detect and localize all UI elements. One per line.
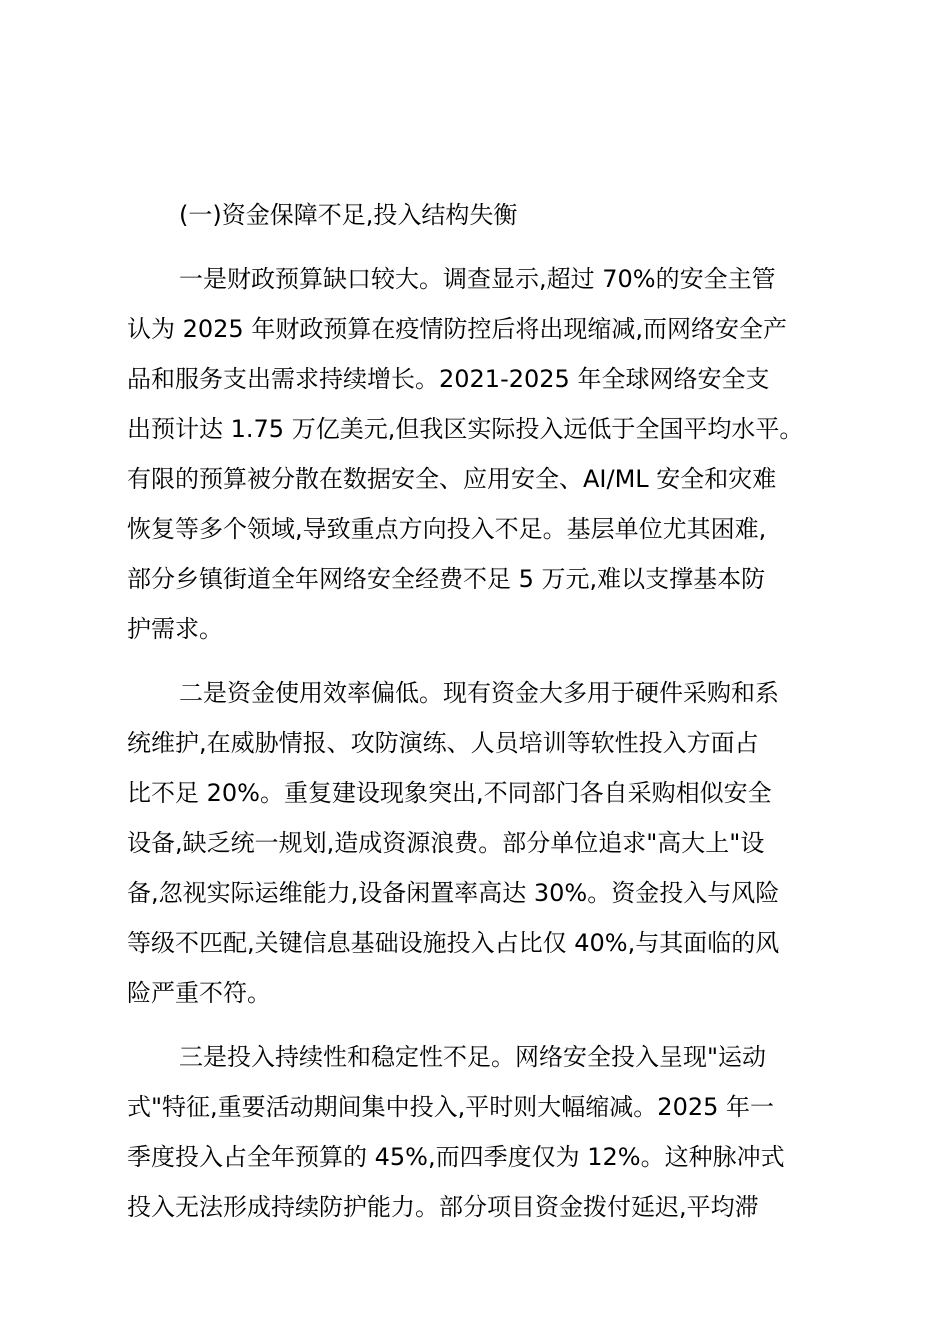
document-body [127, 190, 837, 1232]
paragraph-line: 二是资金使用效率偏低。现有资金大多用于硬件采购和系 [179, 679, 779, 707]
paragraph-line: 部分乡镇街道全年网络安全经费不足 5 万元,难以支撑基本防 [127, 565, 766, 593]
paragraph-line: 比不足 20%。重复建设现象突出,不同部门各自采购相似安全 [127, 779, 772, 807]
paragraph-line: 一是财政预算缺口较大。调查显示,超过 70%的安全主管 [179, 265, 776, 293]
paragraph-line: 季度投入占全年预算的 45%,而四季度仅为 12%。这种脉冲式 [127, 1143, 785, 1171]
paragraph-line: 品和服务支出需求持续增长。2021-2025 年全球网络安全支 [127, 365, 770, 393]
paragraph-line: 认为 2025 年财政预算在疫情防控后将出现缩减,而网络安全产 [127, 315, 787, 343]
paragraph-line: 三是投入持续性和稳定性不足。网络安全投入呈现"运动 [179, 1043, 767, 1071]
paragraph-line: 险严重不符。 [127, 979, 271, 1007]
paragraph-line: 等级不匹配,关键信息基础设施投入占比仅 40%,与其面临的风 [127, 929, 780, 957]
paragraph-line: 投入无法形成持续防护能力。部分项目资金拨付延迟,平均滞 [127, 1193, 759, 1221]
paragraph-2 [127, 668, 837, 1018]
paragraph-line: 备,忽视实际运维能力,设备闲置率高达 30%。资金投入与风险 [127, 879, 780, 907]
paragraph-1 [127, 254, 837, 654]
paragraph-line: 出预计达 1.75 万亿美元,但我区实际投入远低于全国平均水平。 [127, 415, 804, 443]
paragraph-3 [127, 1032, 837, 1232]
paragraph-line: 式"特征,重要活动期间集中投入,平时则大幅缩减。2025 年一 [127, 1093, 775, 1121]
paragraph-line: 恢复等多个领域,导致重点方向投入不足。基层单位尤其困难, [127, 515, 767, 543]
paragraph-line: 有限的预算被分散在数据安全、应用安全、AI/ML 安全和灾难 [127, 465, 777, 493]
paragraph-line: 设备,缺乏统一规划,造成资源浪费。部分单位追求"高大上"设 [127, 829, 765, 857]
paragraph-line: 统维护,在威胁情报、攻防演练、人员培训等软性投入方面占 [127, 729, 759, 757]
section-heading: (一)资金保障不足,投入结构失衡 [179, 201, 518, 229]
paragraph-line: 护需求。 [127, 615, 223, 643]
